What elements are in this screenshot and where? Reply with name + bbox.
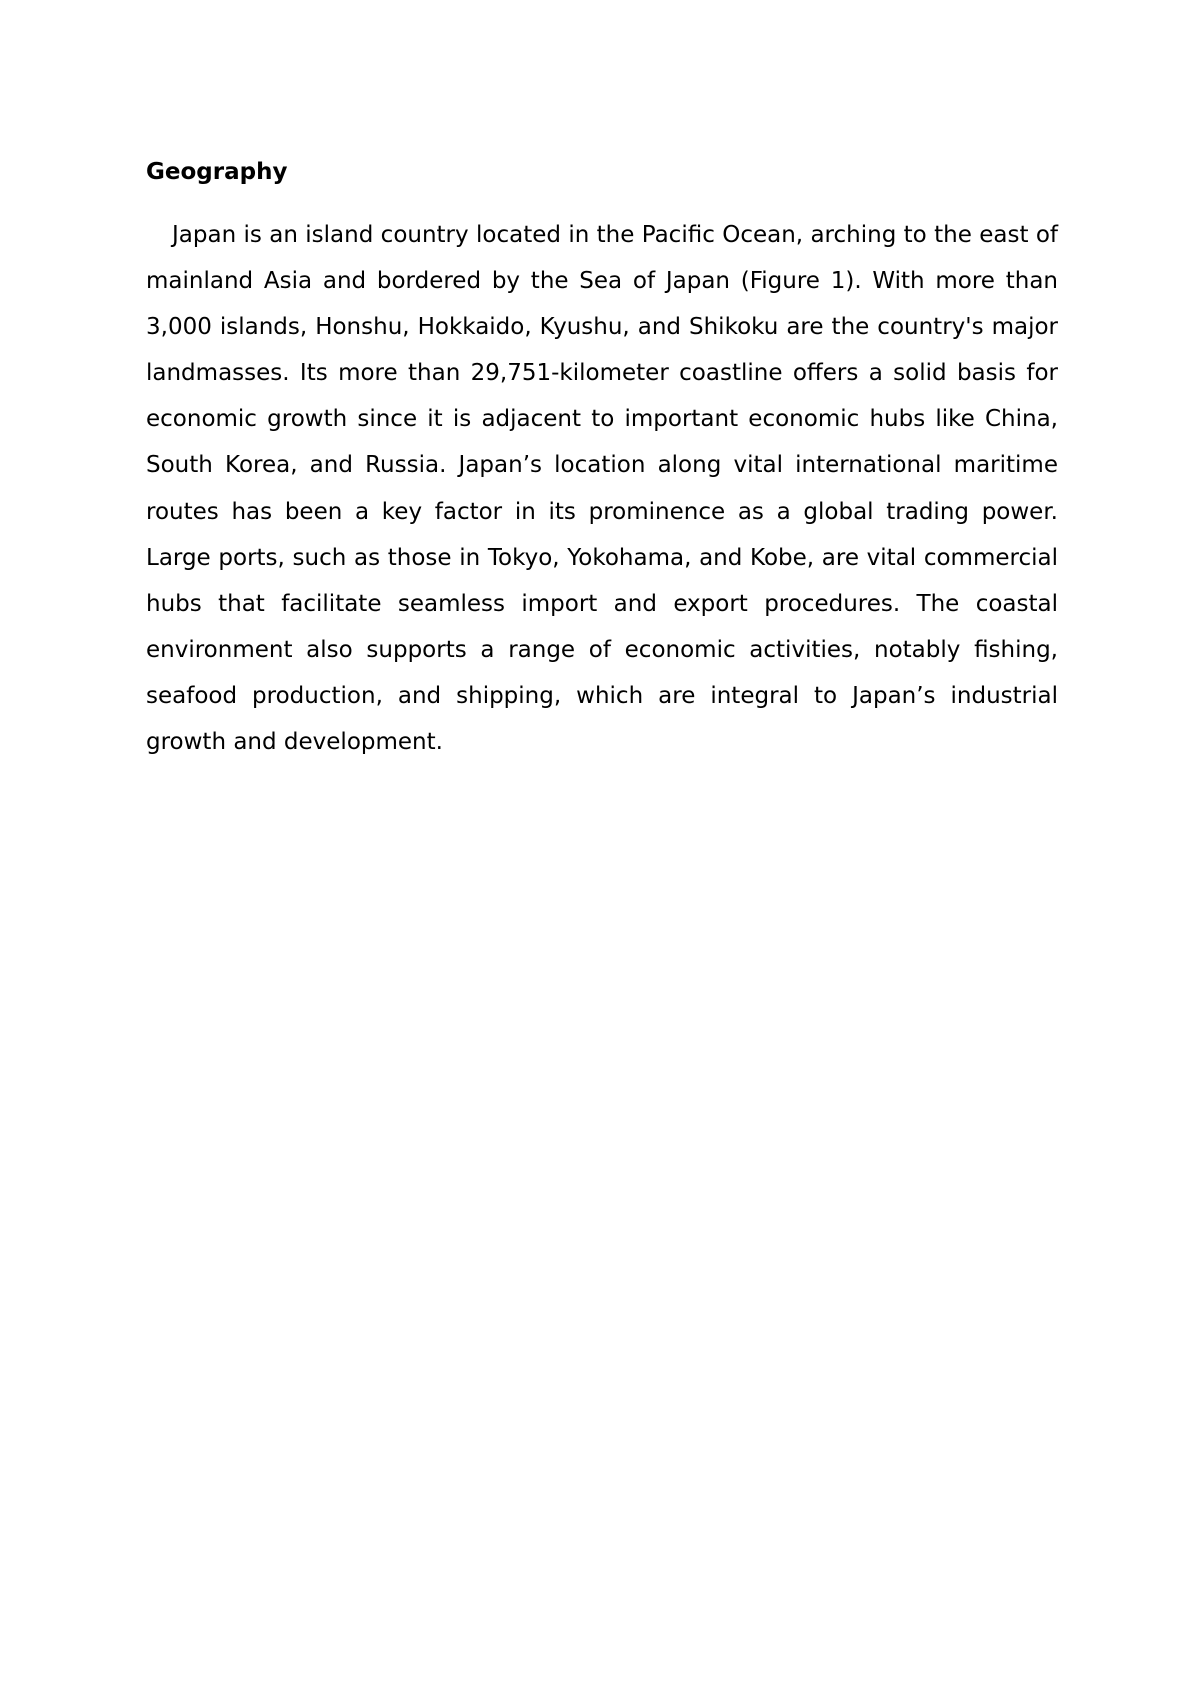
body-paragraph: Japan is an island country located in the Pacific Ocean, arching to the east of mainland Asia and bordered by the Sea of Japan (Figure 1). With more than 3,000 islands, Honshu, Hokkaido, Kyushu, and Shikoku are the country's major landmasses. Its more than 29,751-kilometer coastline offers a solid basis for economic growth since it is adjacent to important economic hubs like China, South Korea, and Russia. Japan’s location along vital international maritime routes has been a key factor in its prominence as a global trading power. Large ports, such as those in Tokyo, Yokohama, and Kobe, are vital commercial hubs that facilitate seamless import and export procedures. The coastal environment also supports a range of economic activities, notably fishing, seafood production, and shipping, which are integral to Japan’s industrial growth and development. [146, 222, 1058, 756]
section-heading: Geography [146, 159, 288, 185]
document-content [146, 154, 1058, 765]
